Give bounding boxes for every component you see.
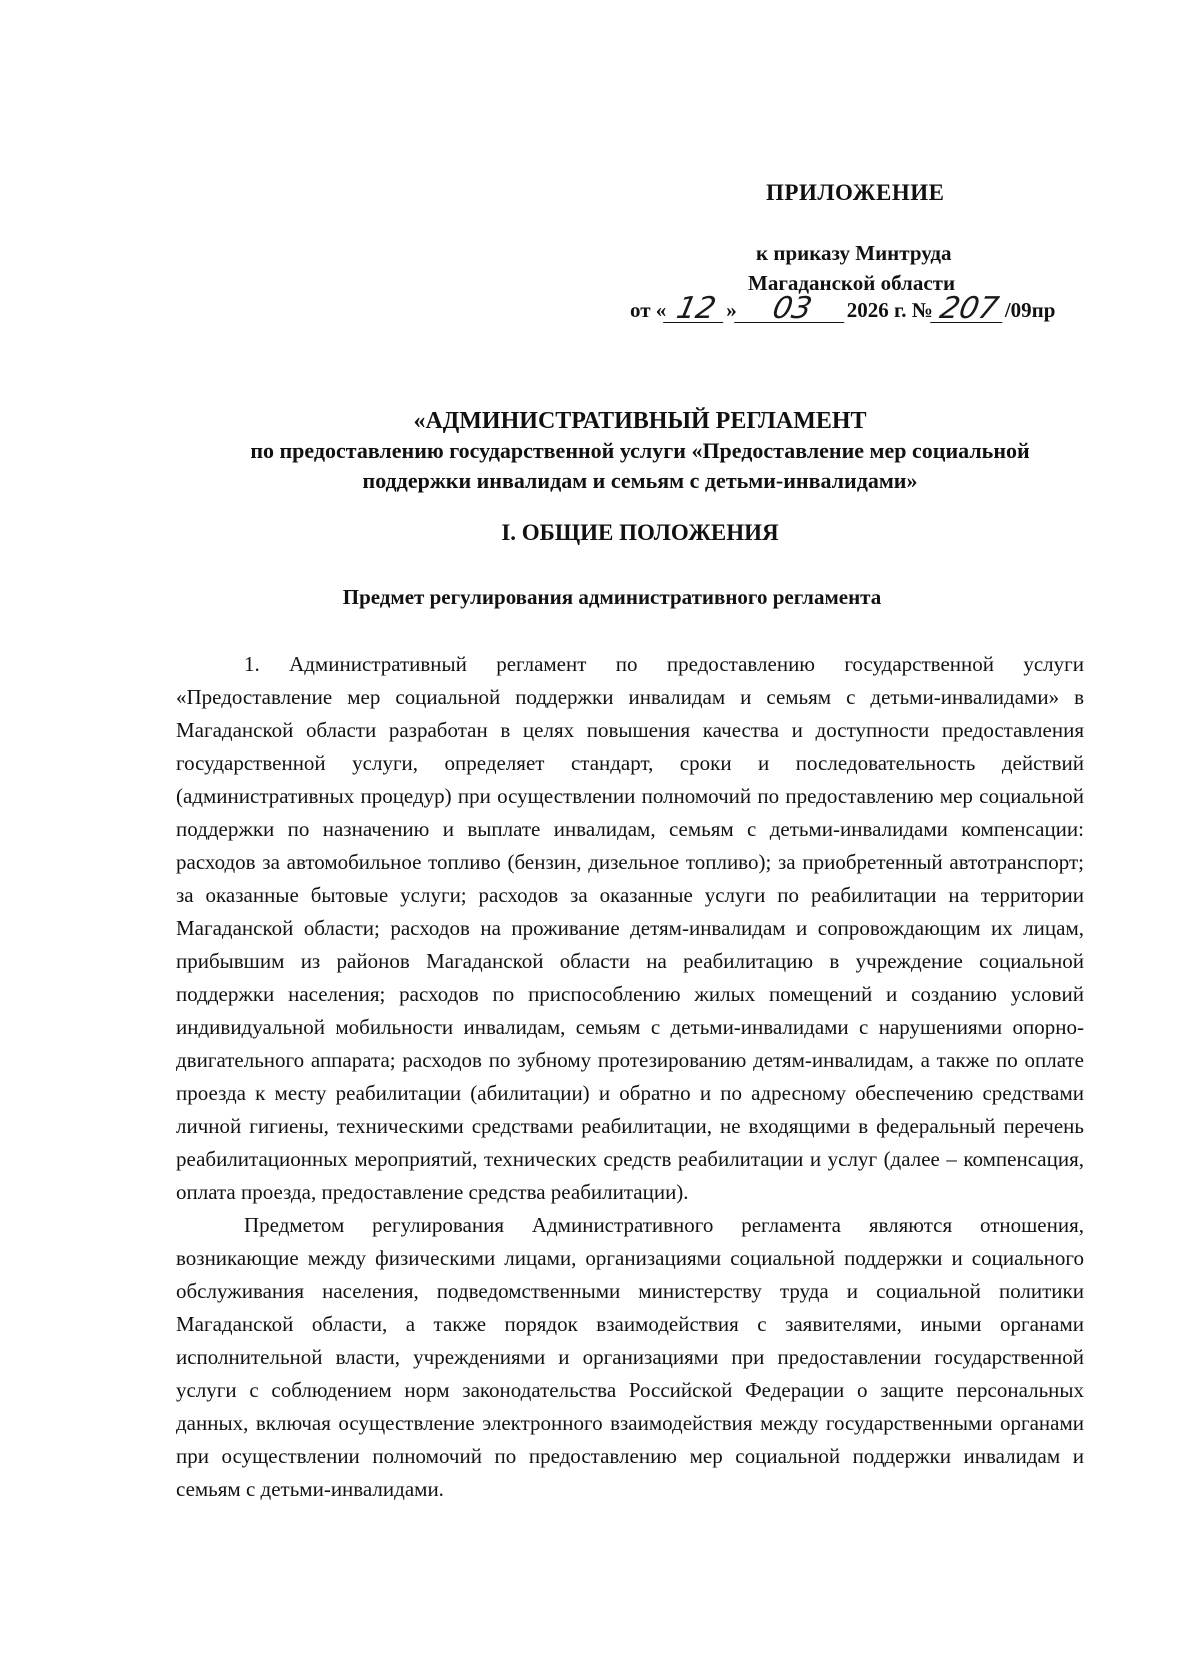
date-prefix: от « xyxy=(630,298,667,322)
document-title-line-1: «АДМИНИСТРАТИВНЫЙ РЕГЛАМЕНТ xyxy=(413,408,867,434)
paragraph: 1. Административный регламент по предоставлению государственной услуги «Предоставление мер социальной поддержки инвалидам и семьям с детьми-инвалидами» в Магаданской области разработан в целях повышения качества и доступности предоставления государственной услуги, определяет стандарт, сроки и последовательность действий (административных процедур) при осуществлении полномочий по предоставлению мер социальной поддержки по назначению и выплате инвалидам, семьям с детьми-инвалидами компенсации: расходов за автомобильное топливо (бензин, дизельное топливо); за приобретенный автотранспорт; за оказанные бытовые услуги; расходов за оказанные услуги по реабилитации на территории Магаданской области; расходов на проживание детям-инвалидам и сопровождающим их лицам, прибывшим из районов Магаданской области на реабилитацию в учреждение социальной поддержки населения; расходов по приспособлению жилых помещений и созданию условий индивидуальной мобильности инвалидам, семьям с детьми-инвалидами с нарушениями опорно-двигательного аппарата; расходов по зубному протезированию детям-инвалидам, а также по оплате проезда к месту реабилитации (абилитации) и обратно и по адресному обеспечению средствами личной гигиены, техническими средствами реабилитации, не входящими в федеральный перечень реабилитационных мероприятий, технических средств реабилитации и услуг (далее – компенсация, оплата проезда, предоставление средства реабилитации). xyxy=(176,652,1084,1204)
order-date-line xyxy=(630,291,1056,326)
order-reference xyxy=(748,238,956,298)
date-year: 2026 г. № xyxy=(846,298,933,322)
document-title-line-3: поддержки инвалидам и семьям с детьми-инвалидами» xyxy=(362,468,918,493)
subsection-heading: Предмет регулирования административного регламента xyxy=(342,585,882,609)
document-title-line-2: по предоставлению государственной услуги «Предоставление мер социальной xyxy=(250,438,1030,463)
body-text xyxy=(176,648,1084,1506)
handwritten-order-number: 207 xyxy=(930,296,1008,323)
paragraph: Предметом регулирования Административного регламента являются отношения, возникающие между физическими лицами, организациями социальной поддержки и социального обслуживания населения, подведомственными министерству труда и социальной политики Магаданской области, а также порядок взаимодействия с заявителями, иными органами исполнительной власти, учреждениями и организациями при предоставлении государственной услуги с соблюдением норм законодательства Российской Федерации о защите персональных данных, включая осуществление электронного взаимодействия между государственными органами при осуществлении полномочий по предоставлению мер социальной поддержки инвалидам и семьям с детьми-инвалидами. xyxy=(176,1213,1084,1501)
date-mid: » xyxy=(726,298,737,322)
appendix-label: ПРИЛОЖЕНИЕ xyxy=(766,180,945,205)
order-reference-line-2: Магаданской области xyxy=(748,271,956,295)
section-heading: I. ОБЩИЕ ПОЛОЖЕНИЯ xyxy=(501,520,779,545)
order-suffix: /09пр xyxy=(1004,298,1056,322)
document-title xyxy=(0,406,1200,496)
handwritten-day: 12 xyxy=(663,296,729,323)
handwritten-month: 03 xyxy=(734,296,850,323)
order-reference-line-1: к приказу Минтруда xyxy=(756,241,952,265)
